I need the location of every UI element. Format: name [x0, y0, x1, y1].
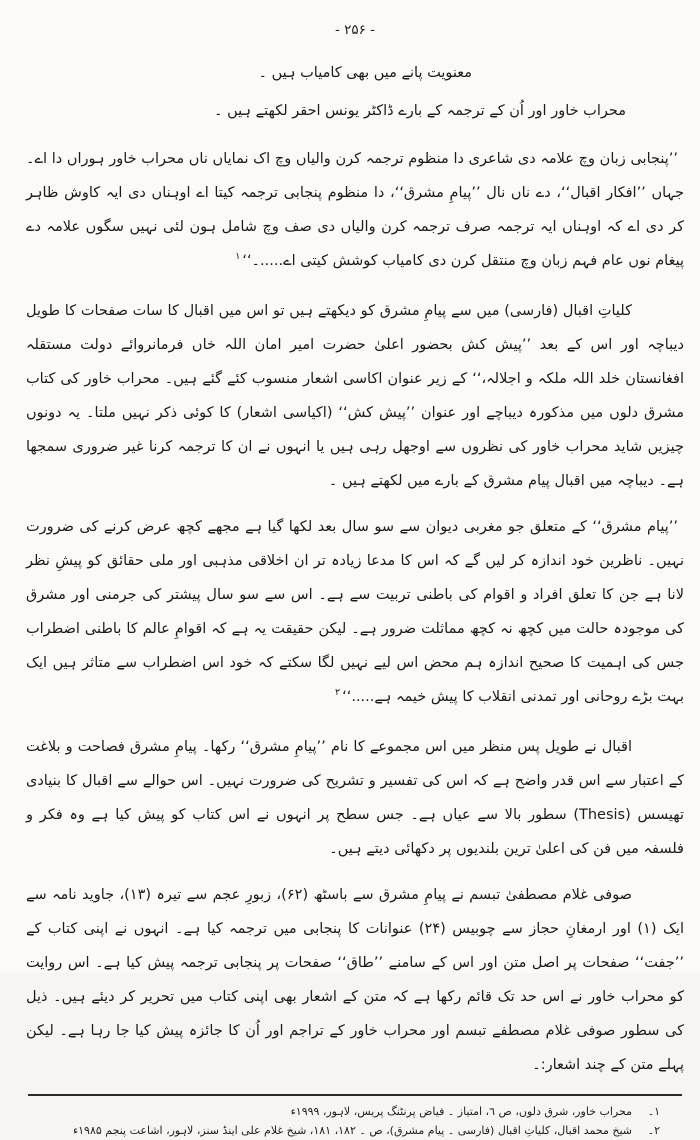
footnote-item-1 [26, 1103, 684, 1122]
paragraph-continuation-line: معنویت پانے میں بھی کامیاب ہیں ۔ [26, 56, 684, 90]
paragraph-iqbal-thesis: اقبال نے طویل پس منظر میں اس مجموعے کا نام ’’پیامِ مشرق‘‘ رکھا۔ پیامِ مشرق فصاحت و بلاغت کے اعتبار سے اس قدر واضح ہے کہ اس کی تفسیر و تشریح کی ضرورت نہیں۔ اس حوالے سے اقبال کا بنیادی تھیسس (Thesis) سطور بالا سے عیاں ہے۔ جس سطح پر انہوں نے اس کتاب کو پیش کیا ہے وہ فکر و فلسفہ میں فن کی اعلیٰ ترین بلندیوں پر دکھائی دیتے ہیں۔ [26, 730, 684, 866]
paragraph-lead-younus-ahqar: محراب خاور اور اُن کے ترجمہ کے بارے ڈاکٹر یونس احقر لکھتے ہیں ۔ [26, 94, 684, 128]
quote-punjabi-translation-praise [26, 142, 684, 278]
footnotes-section [26, 1094, 684, 1140]
paragraph-kulliyat-e-iqbal: کلیاتِ اقبال (فارسی) میں سے پیامِ مشرق کو دیکھتے ہیں تو اس میں اقبال کا سات صفحات کا طویل دیباچہ اور اس کے بعد ’’پیش کش بحضور اعلیٰ حضرت امیر امان اللہ خاں فرمانروائے دولت مستقلہ افغانستان خلد اللہ ملکہ و اجلالہ،‘‘ کے زیر عنوان اکاسی اشعار منسوب کئے گئے ہیں۔ محراب خاور کی کتاب مشرق دلوں میں مذکورہ دیباچے اور عنوان ’’پیش کش‘‘ (اکیاسی اشعار) کا کوئی ذکر نہیں ملتا۔ یہ دونوں چیزیں شاید محراب خاور کی نظروں سے اوجھل رہی ہیں یا انہوں نے ان کا ترجمہ کرنا غیر ضروری سمجھا ہے۔ دیباچہ میں اقبال پیام مشرق کے بارے میں لکھتے ہیں ۔ [26, 294, 684, 498]
paragraph-sufi-tabassum-counts: صوفی غلام مصطفیٰ تبسم نے پیامِ مشرق سے باسٹھ (۶۲)، زبورِ عجم سے تیرہ (۱۳)، جاوید نامہ سے ایک (۱) اور ارمغانِ حجاز سے چوبیس (۲۴) عنوانات کا پنجابی میں ترجمہ کیا ہے۔ انہوں نے اپنی کتاب کے ’’جفت‘‘ صفحات پر اصل متن اور اس کے سامنے ’’طاق‘‘ صفحات پر پنجابی ترجمہ پیش کیا ہے۔ اس روایت کو محراب خاور نے اس حد تک قائم رکھا ہے کہ متن کے اشعار بھی اپنی کتاب میں تحریر کر دیئے ہیں۔ ذیل کی سطور صوفی غلام مصطفے تبسم اور محراب خاور کے تراجم اور اُن کا جائزہ پیش کیا جا رہا ہے۔ لیکن پہلے متن کے چند اشعار:۔ [26, 878, 684, 1082]
footnote-ref-1: ۱ [233, 251, 242, 262]
footnote-text-1: محراب خاور، شرق دلوں، ص ٦، امتیاز ۔ فیاض پرنٹنگ پریس، لاہور، ۱۹۹۹ء [26, 1103, 632, 1122]
footnote-text-2: شیخ محمد اقبال، کلیاتِ اقبال (فارسی ۔ پیام مشرق)، ص ۔ ۱۸۲، ۱۸۱، شیخ غلام علی اینڈ سنز، لاہور، اشاعت پنجم ۱۹۸۵ء [26, 1122, 632, 1140]
footnote-item-2 [26, 1122, 684, 1140]
quote-preface-text: ’’پیام مشرق‘‘ کے متعلق جو مغربی دیوان سے سو سال بعد لکھا گیا ہے مجھے کچھ عرض کرنے کی ضرورت نہیں۔ ناظرین خود اندازہ کر لیں گے کہ اس کا مدعا زیادہ تر ان اخلاقی مذہبی اور ملی حقائق کو پیشِ نظر لانا ہے جن کا تعلق افراد و اقوام کی باطنی تربیت سے ہے۔ اس سے سو سال پیشتر کی جرمنی اور مشرق کی موجودہ حالت میں کچھ نہ کچھ مماثلت ضرور ہے۔ لیکن حقیقت یہ ہے کہ اقوامِ عالم کا باطنی اضطراب جس کی اہمیت کا صحیح اندازہ ہم محض اس لیے نہیں لگا سکتے کہ خود اس اضطراب سے متاثر ہیں ایک بہت بڑے روحانی اور تمدنی انقلاب کا پیش خیمہ ہے.....‘‘ [26, 519, 684, 705]
quote-iqbal-preface [26, 510, 684, 714]
page-body-text [26, 56, 684, 1094]
footnote-divider [28, 1094, 682, 1096]
footnote-number-1: ۱۔ [632, 1103, 684, 1122]
page-number: - ۲۵۶ - [26, 22, 684, 38]
footnote-number-2: ۲۔ [632, 1122, 684, 1140]
footnote-ref-2: ۲ [333, 687, 342, 698]
quote-punjabi-text: ’’پنجابی زبان وچ علامہ دی شاعری دا منظوم ترجمہ کرن والیاں وچ اک نمایاں ناں محراب خاور ہوراں دا اے۔ جہاں ’’افکار اقبال‘‘، دے ناں نال ’’پیامِ مشرق‘‘، دا منظوم پنجابی ترجمہ کیتا اے اوہناں دی ایہ کاوش ظاہر کر دی اے کہ اوہناں ایہ ترجمہ صرف ترجمہ کرن والیاں دی صف وچ شامل ہون لئی نہیں سگوں علامہ دے پیغام نوں عام فہم زبان وچ منتقل کرن دی کامیاب کوشش کیتی اے.....۔‘‘ [26, 151, 684, 269]
